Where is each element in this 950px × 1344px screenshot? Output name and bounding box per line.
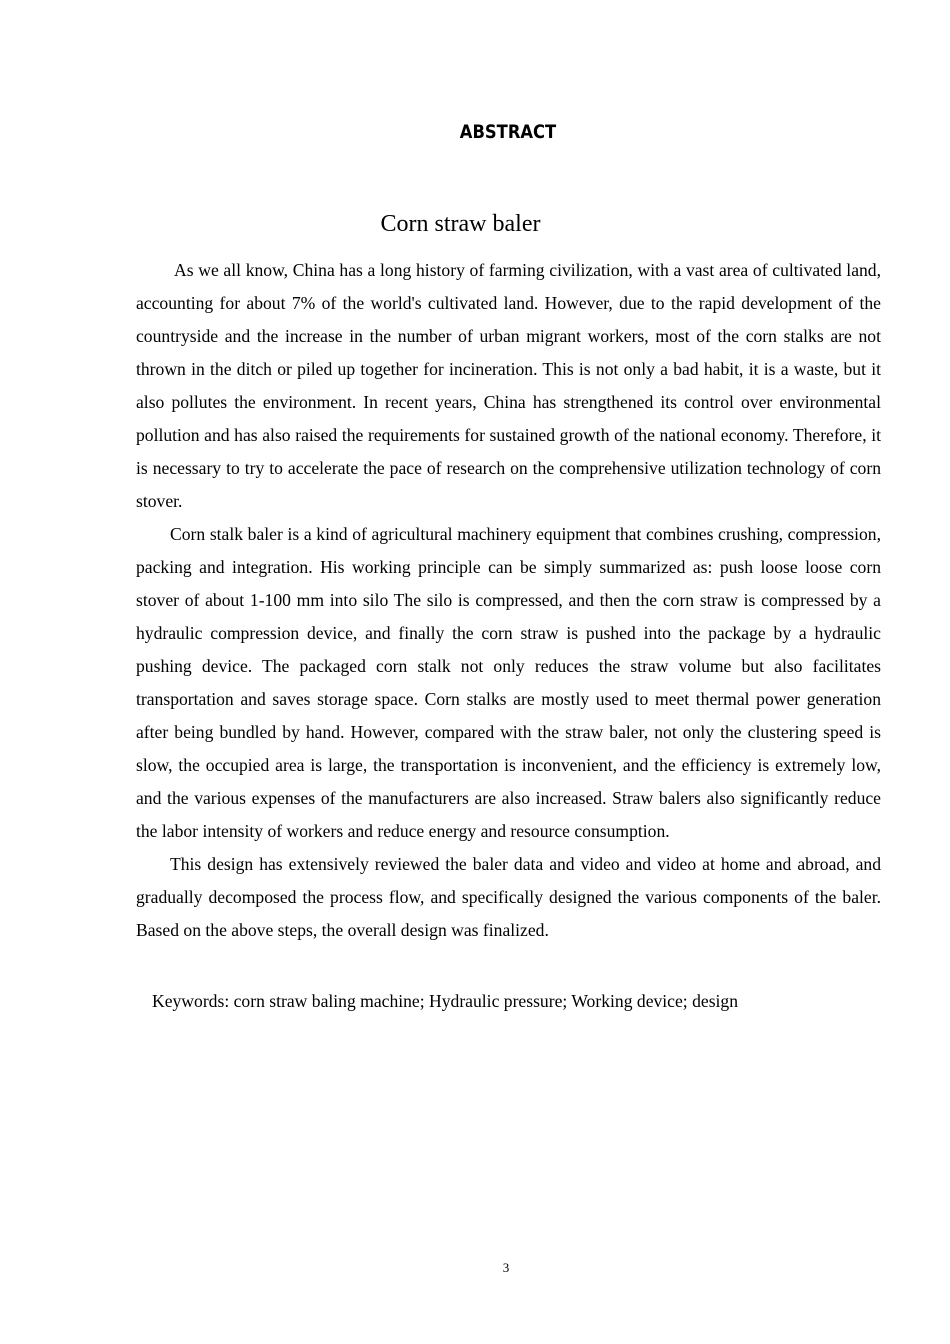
document-title: Corn straw baler (380, 211, 541, 237)
abstract-paragraph-2: Corn stalk baler is a kind of agricultural machinery equipment that combines crushing, compression, packing and integration. His working principle can be simply summarized as: push loose loose corn stover of about 1-100 mm into silo The silo is compressed, and then the corn straw is compressed by a hydraulic compression device, and finally the corn straw is pushed into the package by a hydraulic pushing device. The packaged corn stalk not only reduces the straw volume but also facilitates transportation and saves storage space. Corn stalks are mostly used to meet thermal power generation after being bundled by hand. However, compared with the straw baler, not only the clustering speed is slow, the occupied area is large, the transportation is inconvenient, and the efficiency is extremely low, and the various expenses of the manufacturers are also increased. Straw balers also significantly reduce the labor intensity of workers and reduce energy and resource consumption. (136, 524, 881, 841)
abstract-paragraph-1: As we all know, China has a long history of farming civilization, with a vast area of cultivated land, accounting for about 7% of the world's cultivated land. However, due to the rapid development of the countryside and the increase in the number of urban migrant workers, most of the corn stalks are not thrown in the ditch or piled up together for incineration. This is not only a bad habit, it is a waste, but it also pollutes the environment. In recent years, China has strengthened its control over environmental pollution and has also raised the requirements for sustained growth of the national economy. Therefore, it is necessary to try to accelerate the pace of research on the comprehensive utilization technology of corn stover. (136, 260, 881, 511)
abstract-heading: ABSTRACT (459, 121, 557, 143)
keywords-line: Keywords: corn straw baling machine; Hydraulic pressure; Working device; design (152, 991, 739, 1011)
abstract-paragraph-3: This design has extensively reviewed the baler data and video and video at home and abroad, and gradually decomposed the process flow, and specifically designed the various components of the baler. Based on the above steps, the overall design was finalized. (136, 854, 881, 940)
abstract-body (136, 254, 881, 947)
page-number: 3 (502, 1260, 510, 1275)
